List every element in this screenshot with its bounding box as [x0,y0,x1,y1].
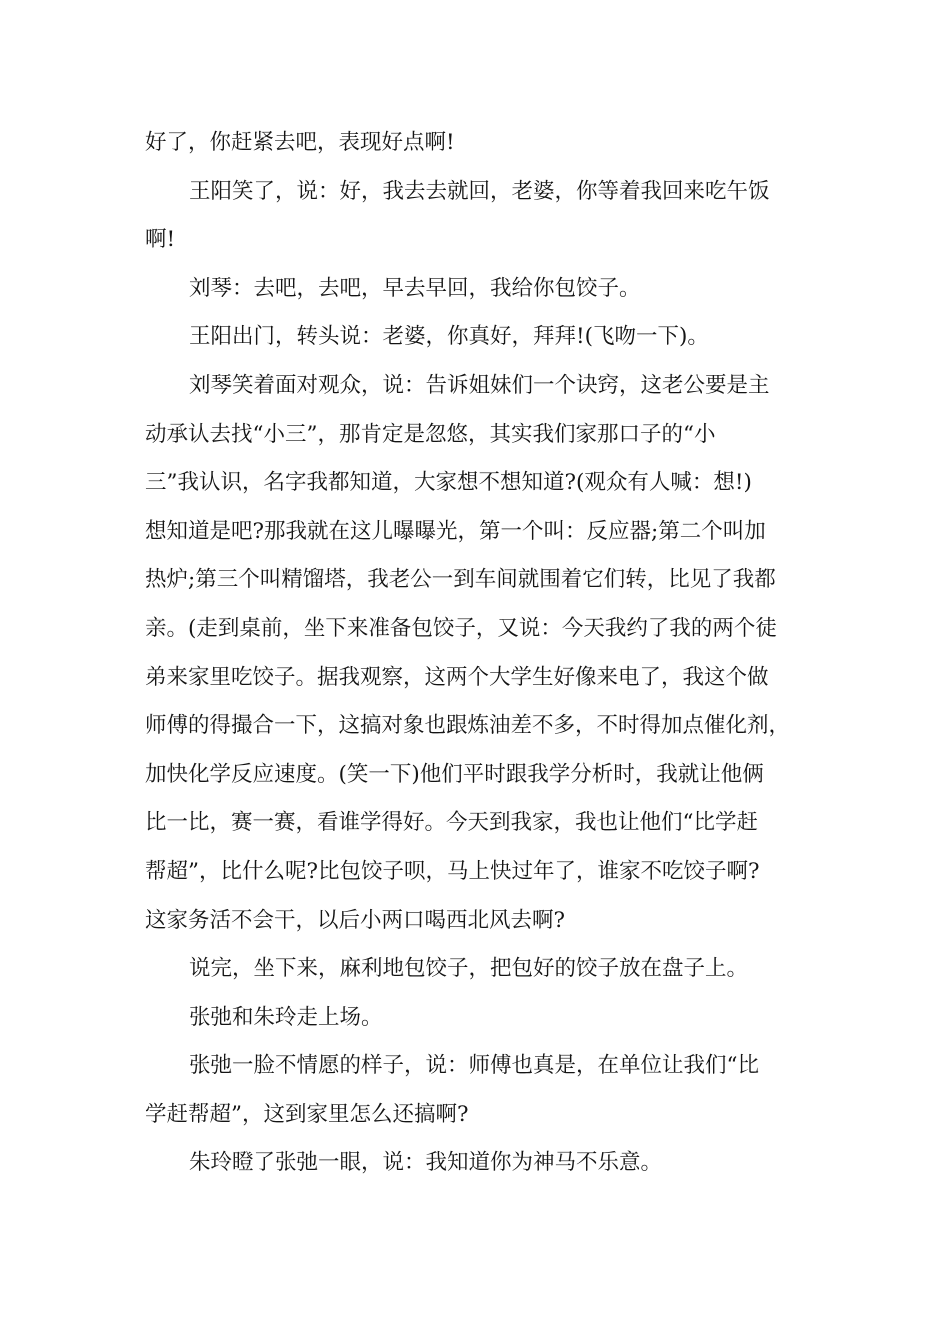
body-text [145,119,805,1188]
text-line-1: 好了，你赶紧去吧，表现好点啊! [145,130,455,155]
text-line-7: 动承认去找“小三”，那肯定是忽悠，其实我们家那口子的“小 [145,421,716,447]
text-line-8: 三”我认识，名字我都知道，大家想不想知道?(观众有人喊：想!) [145,470,752,496]
text-line-20: 张弛一脸不情愿的样子，说：师傅也真是，在单位让我们“比 [189,1053,759,1079]
text-line-13: 师傅的得撮合一下，这搞对象也跟炼油差不多，不时得加点催化剂， [145,713,791,739]
text-line-18: 说完，坐下来，麻利地包饺子，把包好的饺子放在盘子上。 [189,956,749,982]
text-line-11: 亲。(走到桌前，坐下来准备包饺子，又说：今天我约了我的两个徒 [145,615,777,641]
text-line-22: 朱玲瞪了张弛一眼，说：我知道你为神马不乐意。 [189,1150,663,1176]
text-line-19: 张弛和朱玲走上场。 [189,1004,383,1030]
text-line-15: 比一比，赛一赛，看谁学得好。今天到我家，我也让他们“比学赶 [145,810,758,836]
text-line-17: 这家务活不会干，以后小两口喝西北风去啊? [145,907,566,933]
text-line-3: 啊! [145,227,176,253]
text-line-12: 弟来家里吃饺子。据我观察，这两个大学生好像来电了，我这个做 [145,664,769,690]
text-line-5: 王阳出门，转头说：老婆，你真好，拜拜!(飞吻一下)。 [189,324,709,350]
text-line-2: 王阳笑了，说：好，我去去就回，老婆，你等着我回来吃午饭 [189,178,770,204]
text-line-10: 热炉;第三个叫精馏塔，我老公一到车间就围着它们转，比见了我都 [145,567,776,593]
text-line-14: 加快化学反应速度。(笑一下)他们平时跟我学分析时，我就让他俩 [145,761,764,787]
text-line-4: 刘琴：去吧，去吧，早去早回，我给你包饺子。 [189,275,641,301]
text-line-16: 帮超”，比什么呢?比包饺子呗，马上快过年了，谁家不吃饺子啊? [145,858,760,884]
text-line-21: 学赶帮超”，这到家里怎么还搞啊? [145,1101,469,1127]
text-line-9: 想知道是吧?那我就在这儿曝曝光，第一个叫：反应器;第二个叫加 [145,518,766,544]
text-line-6: 刘琴笑着面对观众，说：告诉姐妹们一个诀窍，这老公要是主 [189,372,770,398]
